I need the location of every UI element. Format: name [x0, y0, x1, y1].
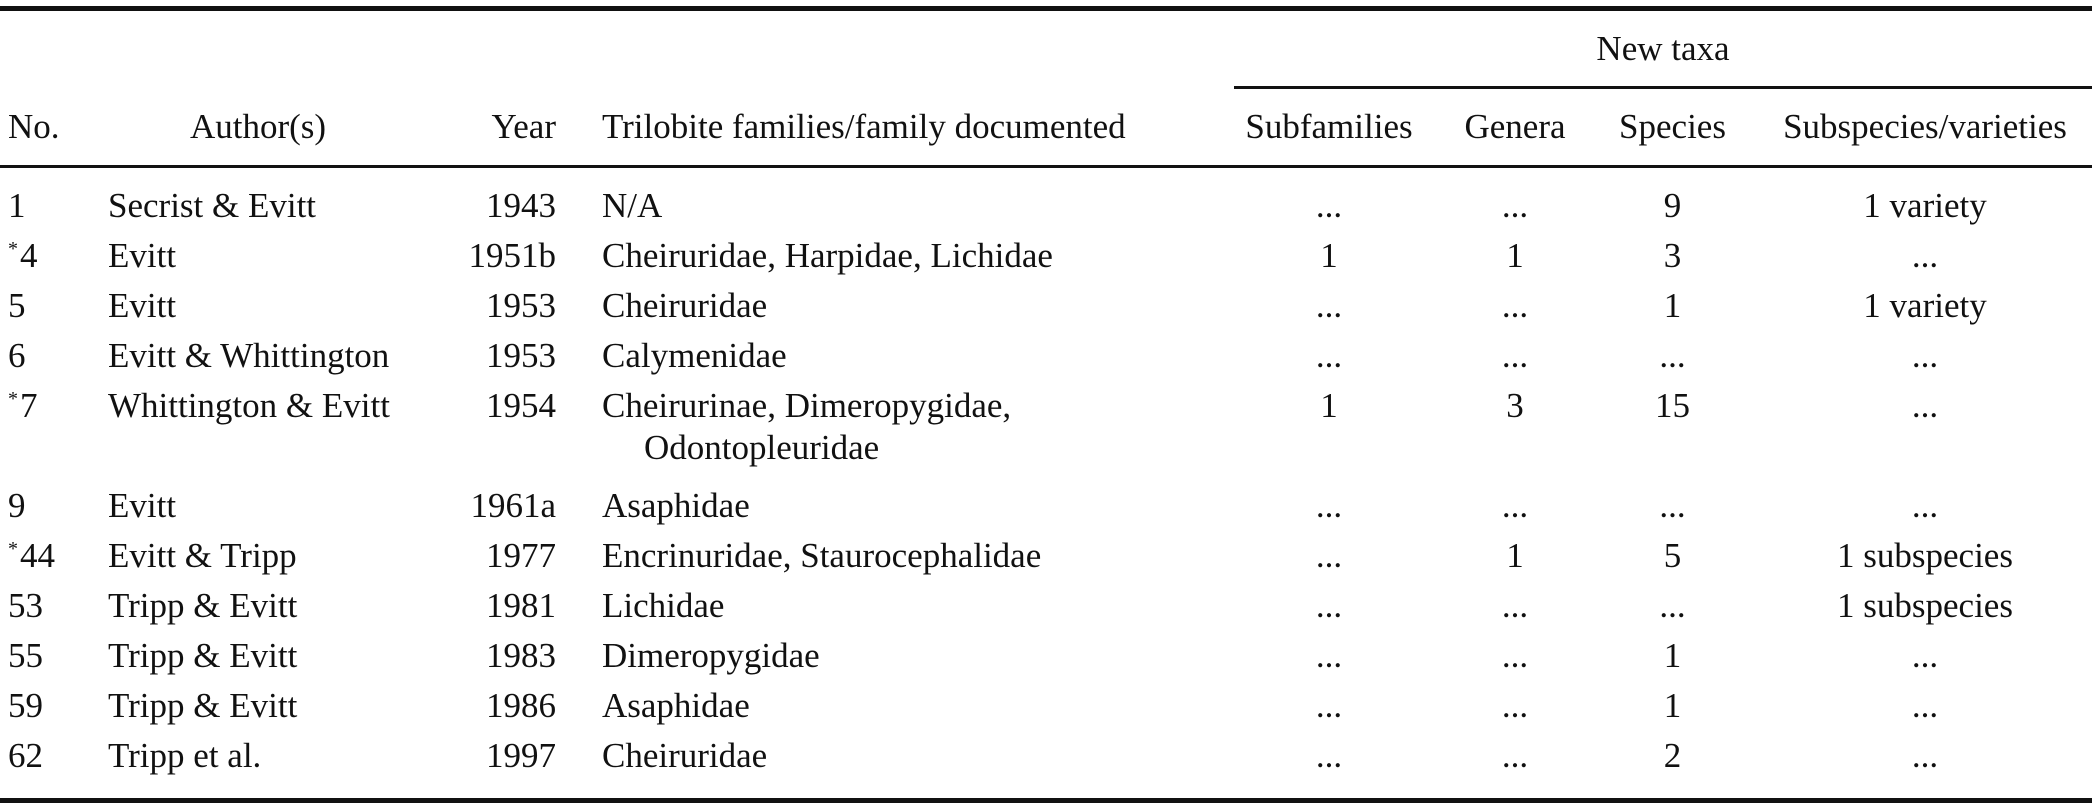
cell-genera: ... — [1501, 736, 1529, 775]
cell-species: 2 — [1663, 736, 1682, 775]
cell-subfamilies: ... — [1315, 186, 1343, 225]
cell-species: 3 — [1663, 236, 1682, 275]
cell-families: N/A — [602, 186, 663, 225]
cell-subspecies: 1 subspecies — [1837, 536, 2013, 575]
cell-authors: Evitt — [108, 486, 177, 525]
row-number: 62 — [8, 736, 43, 775]
row-number: 6 — [8, 336, 26, 375]
cell-no — [8, 283, 26, 329]
cell-year: 1983 — [486, 636, 556, 675]
cell-families: Calymenidae — [602, 336, 787, 375]
cell-authors: Secrist & Evitt — [108, 186, 317, 225]
col-header-no: No. — [8, 107, 60, 146]
cell-families: Cheiruridae, Harpidae, Lichidae — [602, 236, 1053, 275]
cell-families: Dimeropygidae — [602, 636, 820, 675]
cell-no — [8, 633, 43, 679]
cell-subfamilies: ... — [1315, 486, 1343, 525]
col-header-subfamilies: Subfamilies — [1245, 107, 1413, 146]
cell-subspecies: ... — [1911, 236, 1939, 275]
bottom-rule — [0, 798, 2092, 803]
cell-no — [8, 183, 26, 229]
cell-subfamilies: ... — [1315, 686, 1343, 725]
top-rule — [0, 6, 2092, 11]
col-header-authors: Author(s) — [190, 107, 327, 146]
cell-year: 1954 — [486, 386, 556, 425]
header-rule — [0, 165, 2092, 168]
cell-subfamilies: ... — [1315, 286, 1343, 325]
cell-no — [8, 383, 38, 434]
cell-families: Cheirurinae, Dimeropygidae, — [602, 386, 1012, 425]
cell-subfamilies: ... — [1315, 736, 1343, 775]
col-header-genera: Genera — [1464, 107, 1566, 146]
cell-subspecies: 1 subspecies — [1837, 586, 2013, 625]
cell-subspecies: 1 variety — [1863, 186, 1987, 225]
cell-species: 5 — [1663, 536, 1682, 575]
cell-year: 1943 — [486, 186, 556, 225]
new-taxa-group-header: New taxa — [1596, 29, 1730, 68]
row-number: 5 — [8, 286, 26, 325]
cell-families: Odontopleuridae — [644, 428, 880, 467]
cell-families: Encrinuridae, Staurocephalidae — [602, 536, 1042, 575]
asterisk-mark: * — [8, 238, 18, 260]
cell-year: 1951b — [468, 236, 556, 275]
cell-authors: Whittington & Evitt — [108, 386, 390, 425]
row-number: 53 — [8, 586, 43, 625]
cell-genera: ... — [1501, 186, 1529, 225]
cell-species: ... — [1659, 586, 1686, 625]
cell-authors: Tripp et al. — [108, 736, 262, 775]
cell-no — [8, 733, 43, 779]
cell-no — [8, 683, 43, 729]
cell-authors: Evitt & Tripp — [108, 536, 297, 575]
col-header-subspecies: Subspecies/varieties — [1783, 107, 2067, 146]
row-number: 44 — [20, 536, 55, 575]
cell-authors: Evitt — [108, 286, 177, 325]
cell-year: 1981 — [486, 586, 556, 625]
cell-species: 1 — [1663, 686, 1682, 725]
row-number: 7 — [20, 386, 38, 425]
cell-genera: ... — [1501, 486, 1529, 525]
cell-genera: ... — [1501, 286, 1529, 325]
col-header-species: Species — [1619, 107, 1726, 146]
cell-subspecies: ... — [1911, 636, 1939, 675]
cell-year: 1977 — [486, 536, 556, 575]
cell-subfamilies: ... — [1315, 636, 1343, 675]
cell-subspecies: ... — [1911, 686, 1939, 725]
cell-species: ... — [1659, 336, 1686, 375]
cell-no — [8, 233, 38, 284]
cell-subfamilies: ... — [1315, 336, 1343, 375]
cell-species: 1 — [1663, 636, 1682, 675]
cell-genera: ... — [1501, 686, 1529, 725]
cell-species: 9 — [1663, 186, 1682, 225]
cell-genera: 3 — [1506, 386, 1524, 425]
cell-families: Lichidae — [602, 586, 725, 625]
cell-genera: 1 — [1506, 236, 1524, 275]
cell-subspecies: ... — [1911, 736, 1939, 775]
cell-subspecies: ... — [1911, 336, 1939, 375]
cell-subfamilies: 1 — [1320, 236, 1338, 275]
cell-year: 1997 — [486, 736, 556, 775]
cell-year: 1961a — [470, 486, 556, 525]
asterisk-mark: * — [8, 538, 18, 560]
cell-species: 15 — [1655, 386, 1690, 425]
row-number: 59 — [8, 686, 43, 725]
cell-families: Cheiruridae — [602, 286, 768, 325]
cell-subspecies: ... — [1911, 486, 1939, 525]
new-taxa-rule — [1234, 86, 2092, 89]
cell-no — [8, 483, 26, 529]
asterisk-mark: * — [8, 388, 18, 410]
cell-no — [8, 533, 55, 584]
cell-species: 1 — [1663, 286, 1682, 325]
cell-families: Asaphidae — [602, 486, 750, 525]
cell-authors: Tripp & Evitt — [108, 686, 298, 725]
cell-year: 1953 — [486, 336, 556, 375]
cell-subfamilies: 1 — [1320, 386, 1338, 425]
cell-genera: ... — [1501, 336, 1529, 375]
cell-no — [8, 333, 26, 379]
row-number: 4 — [20, 236, 38, 275]
cell-authors: Evitt — [108, 236, 177, 275]
cell-subfamilies: ... — [1315, 586, 1343, 625]
cell-subspecies: ... — [1911, 386, 1939, 425]
cell-species: ... — [1659, 486, 1686, 525]
row-number: 9 — [8, 486, 26, 525]
cell-genera: ... — [1501, 586, 1529, 625]
row-number: 1 — [8, 186, 26, 225]
row-number: 55 — [8, 636, 43, 675]
cell-families: Cheiruridae — [602, 736, 768, 775]
cell-subfamilies: ... — [1315, 536, 1343, 575]
cell-families: Asaphidae — [602, 686, 750, 725]
cell-year: 1953 — [486, 286, 556, 325]
cell-authors: Evitt & Whittington — [108, 336, 390, 375]
col-header-year: Year — [491, 107, 556, 146]
cell-genera: ... — [1501, 636, 1529, 675]
cell-authors: Tripp & Evitt — [108, 636, 298, 675]
col-header-families: Trilobite families/family documented — [602, 107, 1126, 146]
cell-authors: Tripp & Evitt — [108, 586, 298, 625]
cell-subspecies: 1 variety — [1863, 286, 1987, 325]
cell-no — [8, 583, 43, 629]
cell-genera: 1 — [1506, 536, 1524, 575]
cell-year: 1986 — [486, 686, 556, 725]
